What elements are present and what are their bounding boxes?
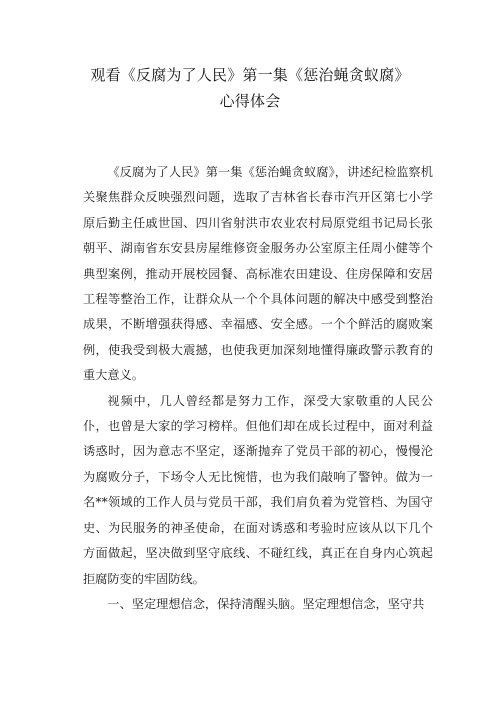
paragraph: 《反腐为了人民》第一集《惩治蝇贪蚁腐》，讲述纪检监察机关聚焦群众反映强烈问题，选取了吉林省长春市汽开区第七小学原后勤主任戚世国、四川省射洪市农业农村局原党组书记局长张朝平、湖南省东安县房屋维修资金服务办公室原主任周小健等个典型案例，推动开展校园餐、高标准农田建设、住房保障和安居工程等整治工作，让群众从一个个具体问题的解决中感受到整治成果，不断增强获得感、幸福感、安全感。一个个鲜活的腐败案例，使我受到极大震撼，也使我更加深刻地懂得廉政警示教育的重大意义。 bbox=[83, 165, 433, 383]
paragraph: 一、坚定理想信念，保持清醒头脑。坚定理想信念，坚守共 bbox=[107, 596, 425, 611]
document-body bbox=[83, 160, 433, 617]
document-subtitle: 心得体会 bbox=[219, 92, 281, 110]
document-title: 观看《反腐为了人民》第一集《惩治蝇贪蚁腐》 bbox=[90, 66, 410, 84]
paragraph: 视频中，几人曾经都是努力工作，深受大家敬重的人民公仆，也曾是大家的学习榜样。但他们却在成长过程中，面对利益诱惑时，因为意志不坚定，逐渐抛弃了党员干部的初心，慢慢沦为腐败分子，下场令人无比惋惜，也为我们敲响了警钟。做为一名**领域的工作人员与党员干部，我们肩负着为党管档、为国守史、为民服务的神圣使命，在面对诱惑和考验时应该从以下几个方面做起，坚决做到坚守底线、不碰红线，真正在自身内心筑起拒腐防变的牢固防线。 bbox=[83, 393, 433, 586]
